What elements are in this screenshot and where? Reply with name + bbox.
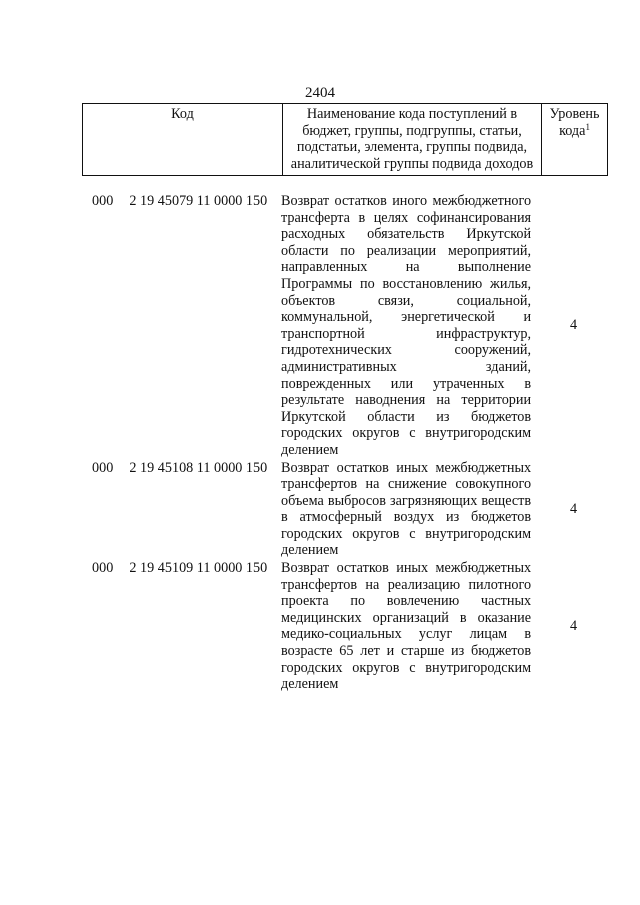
- row-level: 4: [569, 618, 578, 635]
- table-header: [82, 103, 608, 176]
- header-code: Код: [83, 104, 283, 176]
- row-name: Возврат остатков иного межбюджетного трансферта в целях софинансирования расходных обязательств Иркутской области по реализации мероприятий, направленных на выполнение Программы по восстановлению жилья, объектов связи, социальной, коммунальной, энергетической и транспортной инфраструктур, гидротехнических сооружений, административных зданий, поврежденных или утраченных в результате наводнения на территории Иркутской области из бюджетов городских округов с внутригородским делением: [281, 193, 532, 458]
- table-row: [92, 460, 608, 560]
- row-admin-code: 000: [92, 459, 114, 476]
- row-admin-code: 000: [92, 560, 114, 577]
- row-admin-code: 000: [92, 193, 114, 209]
- row-level: 4: [569, 500, 578, 517]
- row-code: 2 19 45079 11 0000 150: [129, 193, 268, 209]
- header-level-cell: [542, 104, 608, 176]
- table-body: [92, 193, 608, 694]
- row-level: 4: [569, 317, 578, 334]
- table-row: [92, 193, 608, 459]
- header-level-footnote: 1: [585, 121, 590, 132]
- header-level: Уровень кода: [549, 106, 600, 139]
- page-number: 2404: [305, 85, 335, 101]
- table-row: [92, 560, 608, 693]
- header-name: Наименование кода поступлений в бюджет, группы, подгруппы, статьи, подстатьи, элемента, группы подвида, аналитической группы подвида доходов: [283, 104, 542, 176]
- row-name: Возврат остатков иных межбюджетных трансфертов на снижение совокупного объема выбросов загрязняющих веществ в атмосферный воздух из бюджетов городских округов с внутригородским делением: [281, 459, 532, 559]
- row-code: 2 19 45109 11 0000 150: [129, 560, 268, 577]
- row-name: Возврат остатков иных межбюджетных трансфертов на реализацию пилотного проекта по вовлечению частных медицинских организаций в оказание медико-социальных услуг лицам в возрасте 65 лет и старше из бюджетов городских округов с внутригородским делением: [281, 560, 532, 693]
- row-code: 2 19 45108 11 0000 150: [129, 459, 268, 476]
